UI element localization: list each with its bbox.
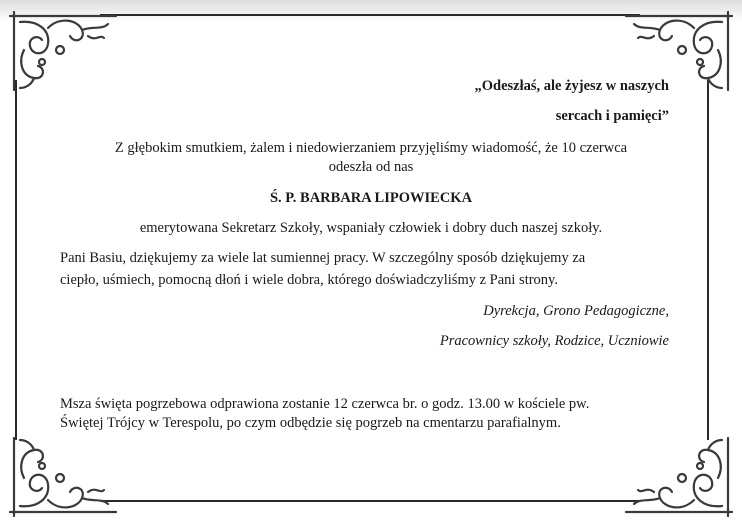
- thanks-line-1: Pani Basiu, dziękujemy za wiele lat sumiennej pracy. W szczególny sposób dziękujemy za: [60, 250, 586, 266]
- intro-line-2: odeszła od nas: [328, 159, 414, 175]
- frame-right-line: [707, 80, 709, 440]
- quote-line-1: „Odeszłaś, ale żyjesz w naszych: [474, 78, 669, 94]
- intro-line-1: Z głębokim smutkiem, żalem i niedowierzaniem przyjęliśmy wiadomość, że 10 czerwca: [114, 140, 628, 156]
- frame-bottom-line: [100, 500, 640, 502]
- funeral-line-2: Świętej Trójcy w Terespolu, po czym odbędzie się pogrzeb na cmentarzu parafialnym.: [60, 415, 561, 431]
- signature-line-2: Pracownicy szkoły, Rodzice, Uczniowie: [439, 333, 669, 349]
- quote-line-2: sercach i pamięci”: [555, 108, 669, 124]
- funeral-line-1: Msza święta pogrzebowa odprawiona zostanie 12 czerwca br. o godz. 13.00 w kościele pw.: [60, 396, 590, 412]
- frame-top-line: [100, 14, 640, 16]
- deceased-description: emerytowana Sekretarz Szkoły, wspaniały człowiek i dobry duch naszej szkoły.: [139, 220, 603, 236]
- corner-flourish-icon: [4, 6, 124, 96]
- thanks-line-2: ciepło, uśmiech, pomocną dłoń i wiele dobra, którego doświadczyliśmy z Pani strony.: [60, 272, 558, 288]
- frame-left-line: [15, 80, 17, 440]
- deceased-name: Ś. P. BARBARA LIPOWIECKA: [269, 190, 473, 206]
- corner-flourish-icon: [618, 432, 738, 522]
- corner-flourish-icon: [4, 432, 124, 522]
- signature-line-1: Dyrekcja, Grono Pedagogiczne,: [483, 303, 669, 319]
